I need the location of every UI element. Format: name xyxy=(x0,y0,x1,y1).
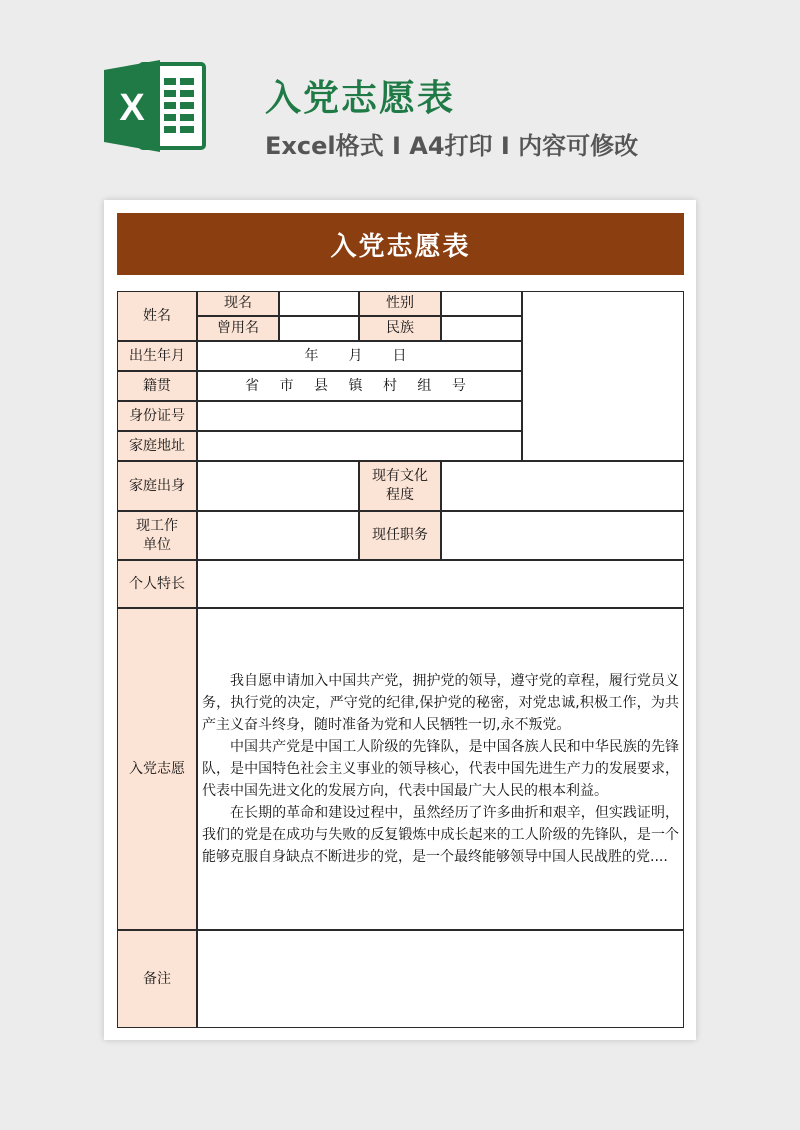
label-name: 姓名 xyxy=(117,291,197,341)
current-name-field[interactable] xyxy=(279,291,359,316)
form-table xyxy=(117,291,684,1028)
work-unit-field[interactable] xyxy=(197,511,359,560)
education-field[interactable] xyxy=(441,461,684,511)
specialty-field[interactable] xyxy=(197,560,684,608)
label-native-place: 籍贯 xyxy=(117,371,197,401)
position-field[interactable] xyxy=(441,511,684,560)
label-position: 现任职务 xyxy=(359,511,441,560)
label-birth: 出生年月 xyxy=(117,341,197,371)
label-current-name: 现名 xyxy=(197,291,279,316)
logo-letter: X xyxy=(119,87,145,129)
address-field[interactable] xyxy=(197,431,522,461)
label-family-origin: 家庭出身 xyxy=(117,461,197,511)
label-former-name: 曾用名 xyxy=(197,316,279,341)
label-id-number: 身份证号 xyxy=(117,401,197,431)
application-text[interactable] xyxy=(197,608,684,930)
label-remarks: 备注 xyxy=(117,930,197,1028)
former-name-field[interactable] xyxy=(279,316,359,341)
label-specialty: 个人特长 xyxy=(117,560,197,608)
gender-field[interactable] xyxy=(441,291,522,316)
form-sheet xyxy=(104,200,696,1040)
photo-area[interactable] xyxy=(522,291,684,461)
birth-field[interactable]: 年 月 日 xyxy=(197,341,522,371)
id-number-field[interactable] xyxy=(197,401,522,431)
label-address: 家庭地址 xyxy=(117,431,197,461)
label-ethnicity: 民族 xyxy=(359,316,441,341)
ethnicity-field[interactable] xyxy=(441,316,522,341)
label-gender: 性别 xyxy=(359,291,441,316)
remarks-field[interactable] xyxy=(197,930,684,1028)
family-origin-field[interactable] xyxy=(197,461,359,511)
form-header: 入党志愿表 xyxy=(117,213,684,275)
banner-subtitle: Excel格式 I A4打印 I 内容可修改 xyxy=(265,132,639,160)
banner-title: 入党志愿表 xyxy=(265,78,456,119)
label-education: 现有文化程度 xyxy=(359,461,441,511)
application-paragraph: 我自愿申请加入中国共产党，拥护党的领导，遵守党的章程，履行党员义务，执行党的决定，严守党的纪律,保护党的秘密，对党忠诚,积极工作，为共产主义奋斗终身，随时准备为党和人民牺牲一切,永不叛党。 xyxy=(202,673,679,733)
excel-icon xyxy=(104,58,208,154)
label-application: 入党志愿 xyxy=(117,608,197,930)
application-paragraph: 在长期的革命和建设过程中，虽然经历了许多曲折和艰辛，但实践证明，我们的党是在成功与失败的反复锻炼中成长起来的工人阶级的先锋队，是一个能够克服自身缺点不断进步的党，是一个最终能够领导中国人民战胜的党.... xyxy=(202,805,679,865)
label-work-unit: 现工作单位 xyxy=(117,511,197,560)
application-paragraph: 中国共产党是中国工人阶级的先锋队，是中国各族人民和中华民族的先锋队，是中国特色社会主义事业的领导核心，代表中国先进生产力的发展要求，代表中国先进文化的发展方向，代表中国最广大人民的根本利益。 xyxy=(202,739,679,799)
native-place-field[interactable]: 省 市 县 镇 村 组 号 xyxy=(197,371,522,401)
